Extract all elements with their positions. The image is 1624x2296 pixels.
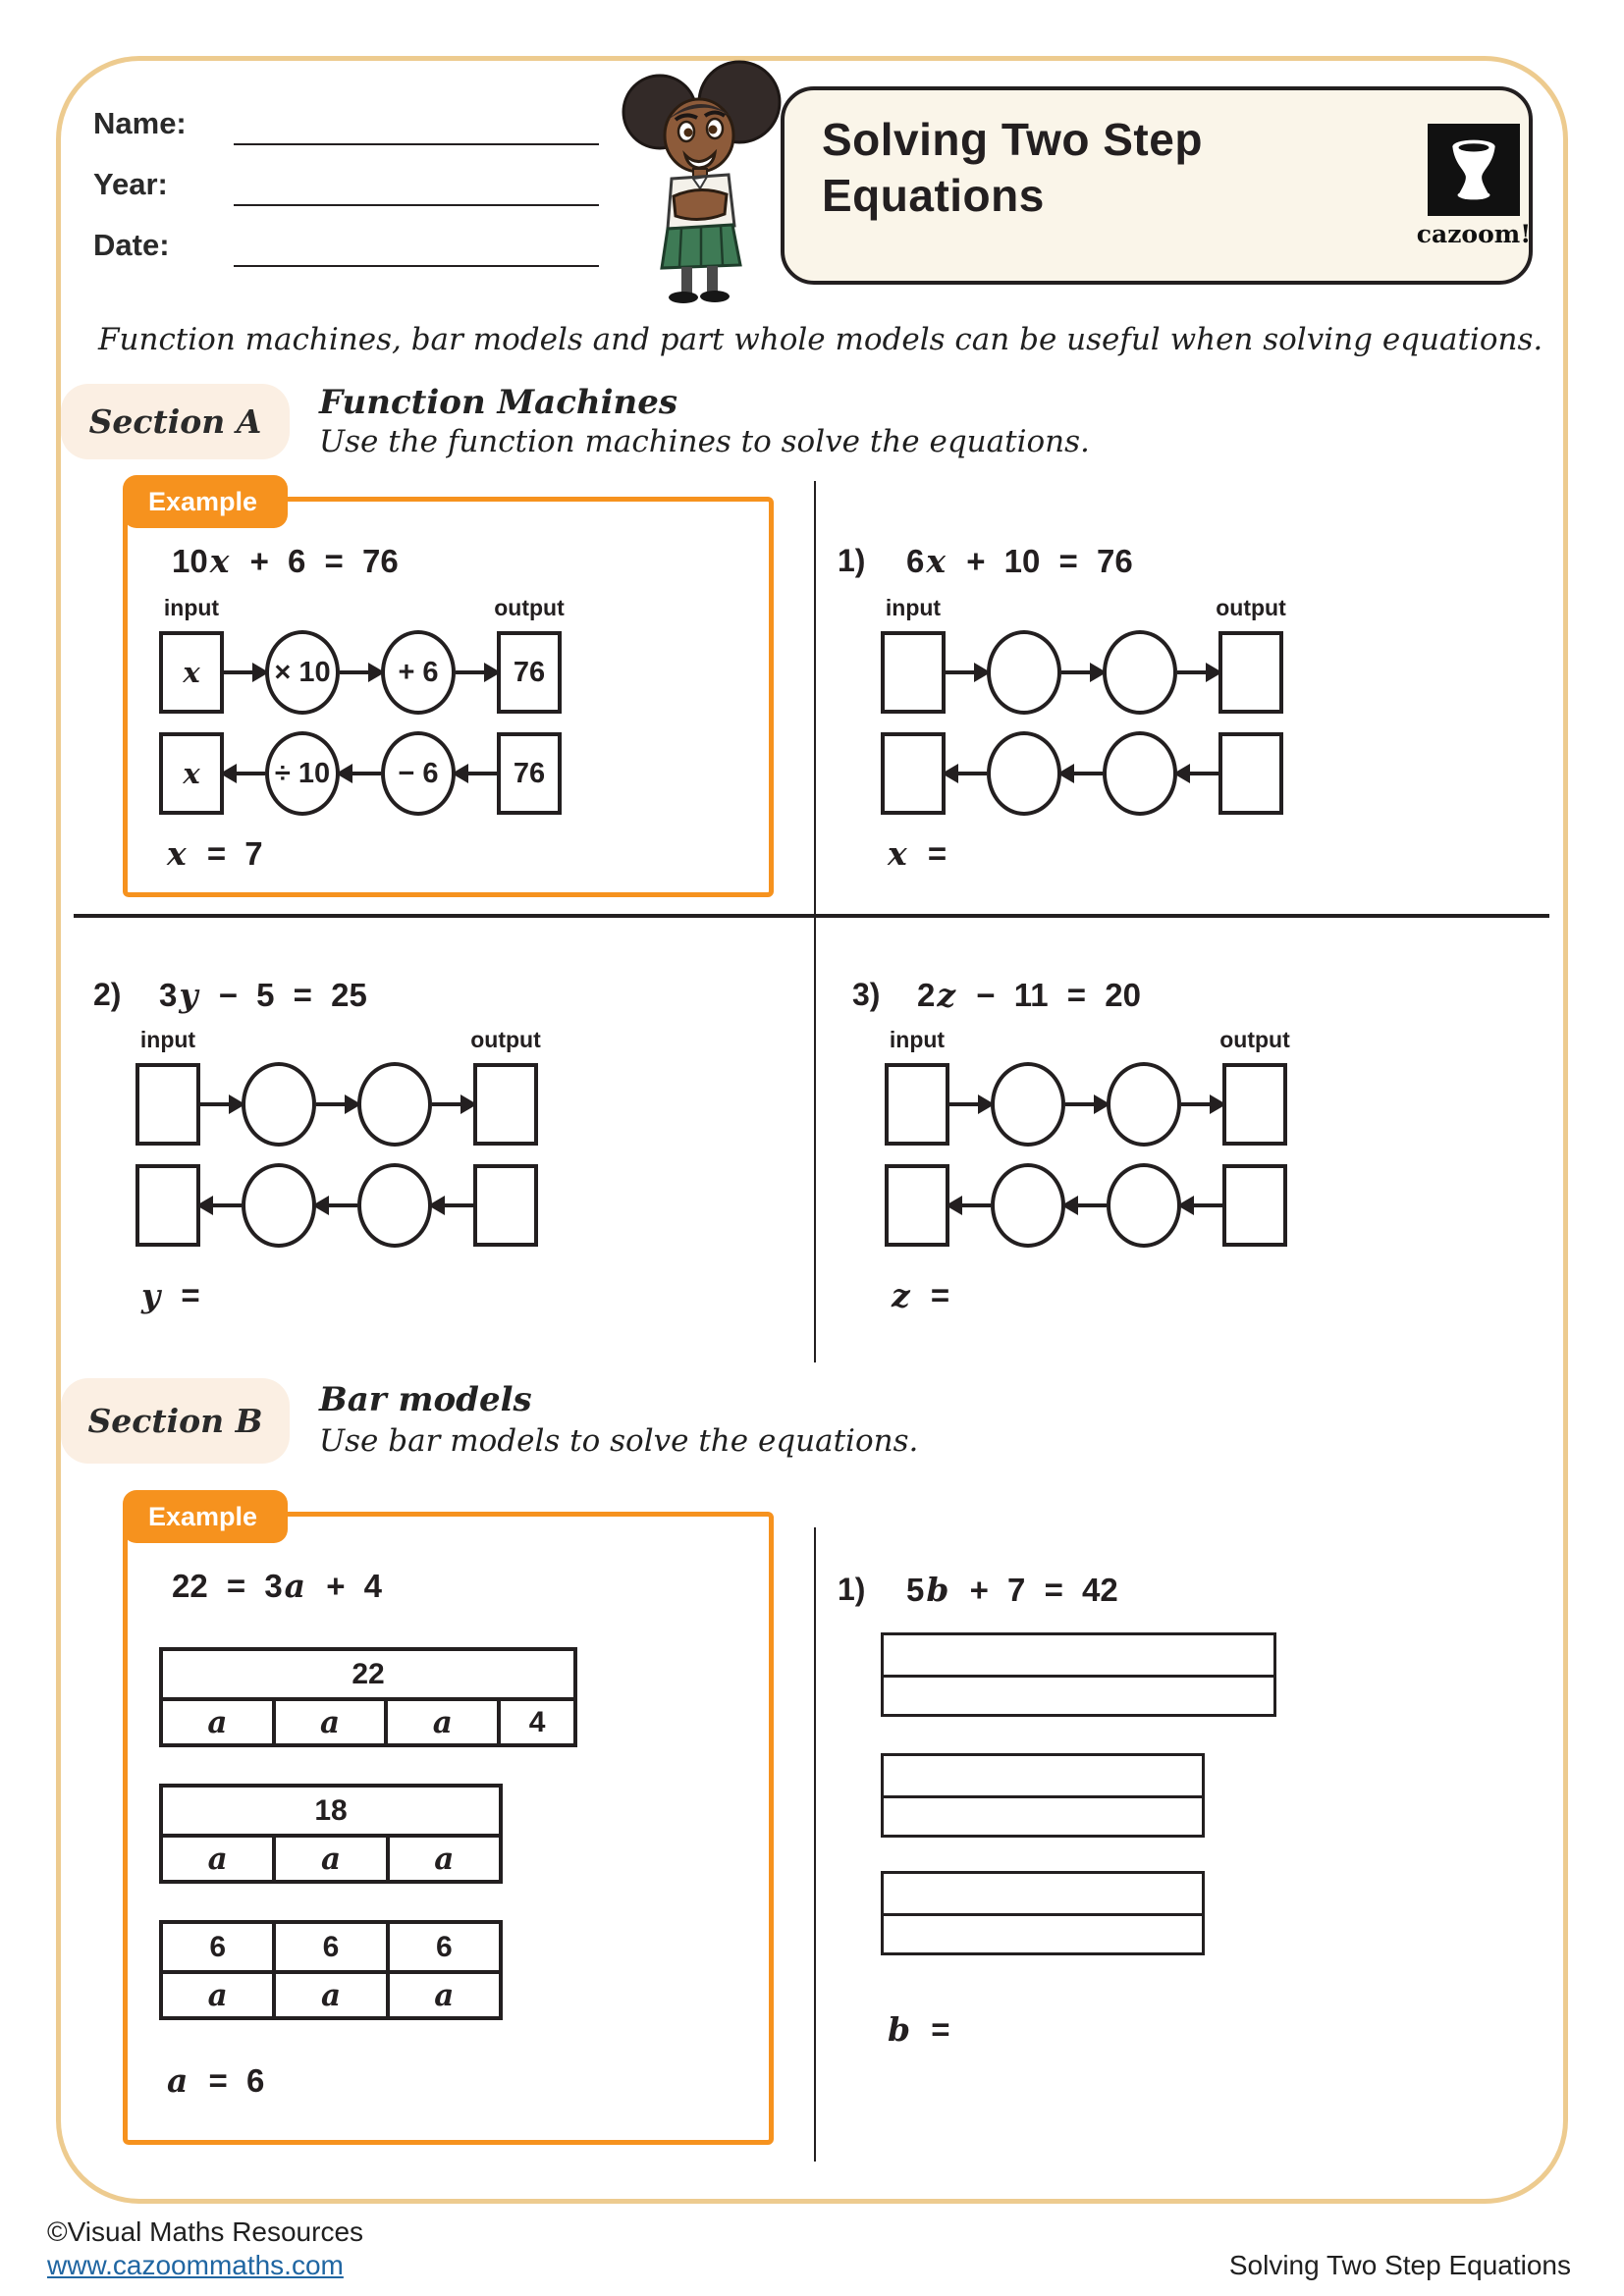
bar-cell: a <box>272 1974 385 2016</box>
example-answer: x = 7 <box>167 834 263 873</box>
bar-model-unit-values <box>159 1920 503 2020</box>
input-label: input <box>139 1027 196 1052</box>
blank-bar-row[interactable] <box>884 1675 1273 1714</box>
column-divider <box>814 481 816 1362</box>
input-box: x <box>159 732 224 815</box>
operation-circle-blank[interactable] <box>357 1062 432 1147</box>
example-answer: a = 6 <box>167 2061 265 2100</box>
function-machine-problem-3 <box>885 1027 1290 1248</box>
problem-equation: 3y − 5 = 25 <box>159 976 367 1014</box>
problem-number: 1) <box>838 1572 866 1607</box>
example-tab: Example <box>123 1490 288 1543</box>
output-box-blank[interactable] <box>1222 1063 1287 1146</box>
machine-forward-row <box>885 1062 1287 1147</box>
bar-cell: 4 <box>497 1701 573 1743</box>
bar-cell: 6 <box>272 1924 385 1970</box>
machine-inverse-row <box>881 731 1283 816</box>
input-box-blank[interactable] <box>881 631 946 714</box>
operation-circle-blank[interactable] <box>991 1163 1065 1248</box>
input-box-blank[interactable] <box>885 1063 949 1146</box>
bar-bottom-row <box>163 1697 573 1743</box>
problem-number: 3) <box>852 977 881 1012</box>
arrow-right-icon <box>1181 1102 1222 1106</box>
row-divider <box>74 914 1549 918</box>
bar-cell: a <box>386 1974 499 2016</box>
example-equation: 22 = 3a + 4 <box>172 1567 383 1605</box>
bar-model-total-18 <box>159 1784 503 1884</box>
problem-number: 1) <box>838 543 866 578</box>
arrow-right-icon <box>949 1102 991 1106</box>
operation-circle-blank[interactable] <box>1107 1062 1181 1147</box>
input-box: x <box>159 631 224 714</box>
problem-answer-blank[interactable]: y = <box>141 1276 200 1314</box>
operation-circle: × 10 <box>265 630 340 715</box>
section-a-heading: Function Machines <box>319 383 678 422</box>
bar-cell: a <box>207 1704 228 1740</box>
date-label: Date: <box>93 228 170 262</box>
output-box-blank[interactable] <box>1218 732 1283 815</box>
function-machine-problem-1 <box>881 595 1286 816</box>
arrow-left-icon <box>432 1203 473 1207</box>
arrow-right-icon <box>432 1102 473 1106</box>
bar-model-total-22 <box>159 1647 577 1747</box>
bar-bottom-row <box>163 1970 499 2016</box>
website-link-wrap <box>47 2250 344 2281</box>
blank-bar-row[interactable] <box>884 1913 1202 1952</box>
arrow-right-icon <box>316 1102 357 1106</box>
example-equation: 10x + 6 = 76 <box>172 542 399 580</box>
arrow-right-icon <box>200 1102 242 1106</box>
worksheet-title: Solving Two Step Equations <box>822 114 1203 221</box>
arrow-right-icon <box>1065 1102 1107 1106</box>
problem-answer-blank[interactable]: x = <box>888 834 947 873</box>
input-label: input <box>163 595 220 620</box>
machine-io-labels <box>135 1027 541 1054</box>
output-label: output <box>1219 1027 1290 1052</box>
blank-bar-model[interactable] <box>881 1753 1205 1838</box>
arrow-left-icon <box>1177 772 1218 775</box>
input-box-blank[interactable] <box>135 1063 200 1146</box>
bar-cell: 22 <box>352 1657 385 1690</box>
input-box-blank[interactable] <box>885 1164 949 1247</box>
bar-bottom-row <box>163 1834 499 1880</box>
arrow-right-icon <box>1061 670 1103 674</box>
output-box-blank[interactable] <box>1222 1164 1287 1247</box>
blank-bar-model[interactable] <box>881 1632 1276 1717</box>
operation-circle-blank[interactable] <box>987 630 1061 715</box>
bar-top-row <box>163 1788 499 1834</box>
machine-forward-row <box>135 1062 538 1147</box>
bar-cell: a <box>207 1977 228 2013</box>
operation-circle-blank[interactable] <box>1107 1163 1181 1248</box>
machine-forward-row <box>881 630 1283 715</box>
problem-answer-blank[interactable]: z = <box>892 1276 950 1314</box>
function-machine-example <box>159 595 565 816</box>
djembe-drum-icon <box>1443 137 1504 202</box>
arrow-left-icon <box>200 1203 242 1207</box>
bar-cell: a <box>386 1838 499 1880</box>
footer-page-title: Solving Two Step Equations <box>1228 2250 1571 2280</box>
operation-circle-blank[interactable] <box>1103 630 1177 715</box>
bar-top-row <box>163 1651 573 1697</box>
blank-bar-row[interactable] <box>884 1874 1202 1913</box>
operation-circle-blank[interactable] <box>242 1062 316 1147</box>
problem-equation: 6x + 10 = 76 <box>906 542 1133 580</box>
machine-inverse-row <box>885 1163 1287 1248</box>
arrow-left-icon <box>946 772 987 775</box>
output-box-blank[interactable] <box>473 1063 538 1146</box>
intro-text: Function machines, bar models and part whole models can be useful when solving equations. <box>98 322 1543 357</box>
website-link[interactable]: www.cazoommaths.com <box>47 2250 344 2280</box>
input-label: input <box>889 1027 946 1052</box>
bar-cell: 6 <box>386 1924 499 1970</box>
operation-circle: − 6 <box>381 731 456 816</box>
operation-circle: + 6 <box>381 630 456 715</box>
bar-cell: a <box>207 1841 228 1877</box>
arrow-right-icon <box>946 670 987 674</box>
cazoom-logo <box>1428 124 1520 216</box>
blank-bar-row[interactable] <box>884 1756 1202 1795</box>
output-box-blank[interactable] <box>473 1164 538 1247</box>
blank-bar-row[interactable] <box>884 1795 1202 1835</box>
arrow-left-icon <box>949 1203 991 1207</box>
arrow-right-icon <box>224 670 265 674</box>
blank-bar-model[interactable] <box>881 1871 1205 1955</box>
machine-io-labels <box>881 595 1286 622</box>
output-label: output <box>470 1027 541 1052</box>
operation-circle-blank[interactable] <box>1103 731 1177 816</box>
output-label: output <box>1216 595 1286 620</box>
section-b-heading: Bar models <box>319 1380 532 1419</box>
bar-cell: a <box>272 1838 385 1880</box>
arrow-left-icon <box>224 772 265 775</box>
problem-equation: 2z − 11 = 20 <box>917 976 1141 1014</box>
name-input-line[interactable] <box>234 143 599 145</box>
bar-cell: 6 <box>209 1930 226 1963</box>
bar-cell: 18 <box>314 1793 348 1827</box>
section-a-subheading: Use the function machines to solve the equations. <box>319 424 1090 459</box>
input-box-blank[interactable] <box>881 732 946 815</box>
problem-equation: 5b + 7 = 42 <box>906 1571 1118 1609</box>
operation-circle-blank[interactable] <box>987 731 1061 816</box>
machine-io-labels <box>159 595 565 622</box>
arrow-left-icon <box>1061 772 1103 775</box>
arrow-right-icon <box>1177 670 1218 674</box>
function-machine-problem-2 <box>135 1027 541 1248</box>
bar-cell: a <box>384 1701 497 1743</box>
year-input-line[interactable] <box>234 204 599 206</box>
output-box: 76 <box>497 631 562 714</box>
arrow-right-icon <box>340 670 381 674</box>
blank-bar-row[interactable] <box>884 1635 1273 1675</box>
operation-circle-blank[interactable] <box>357 1163 432 1248</box>
date-input-line[interactable] <box>234 265 599 267</box>
output-box: 76 <box>497 732 562 815</box>
output-box-blank[interactable] <box>1218 631 1283 714</box>
machine-io-labels <box>885 1027 1290 1054</box>
machine-inverse-row <box>159 731 562 816</box>
column-divider <box>814 1527 816 2162</box>
arrow-left-icon <box>1181 1203 1222 1207</box>
input-box-blank[interactable] <box>135 1164 200 1247</box>
copyright-text: ©Visual Maths Resources <box>47 2216 364 2247</box>
output-label: output <box>494 595 565 620</box>
section-b-subheading: Use bar models to solve the equations. <box>319 1423 919 1459</box>
arrow-left-icon <box>316 1203 357 1207</box>
bar-top-row <box>163 1924 499 1970</box>
problem-answer-blank[interactable]: b = <box>888 2010 950 2049</box>
year-label: Year: <box>93 167 168 201</box>
student-character-illustration <box>611 59 789 304</box>
arrow-left-icon <box>1065 1203 1107 1207</box>
name-label: Name: <box>93 106 187 140</box>
operation-circle: ÷ 10 <box>265 731 340 816</box>
arrow-left-icon <box>456 772 497 775</box>
machine-forward-row <box>159 630 562 715</box>
problem-number: 2) <box>93 977 122 1012</box>
example-tab: Example <box>123 475 288 528</box>
bar-cell: a <box>272 1701 385 1743</box>
operation-circle-blank[interactable] <box>242 1163 316 1248</box>
section-a-label: Section A <box>61 384 290 459</box>
arrow-left-icon <box>340 772 381 775</box>
operation-circle-blank[interactable] <box>991 1062 1065 1147</box>
machine-inverse-row <box>135 1163 538 1248</box>
cazoom-wordmark: cazoom! <box>1416 220 1532 248</box>
arrow-right-icon <box>456 670 497 674</box>
input-label: input <box>885 595 942 620</box>
section-b-label: Section B <box>61 1378 290 1464</box>
worksheet-title-box <box>781 86 1533 285</box>
